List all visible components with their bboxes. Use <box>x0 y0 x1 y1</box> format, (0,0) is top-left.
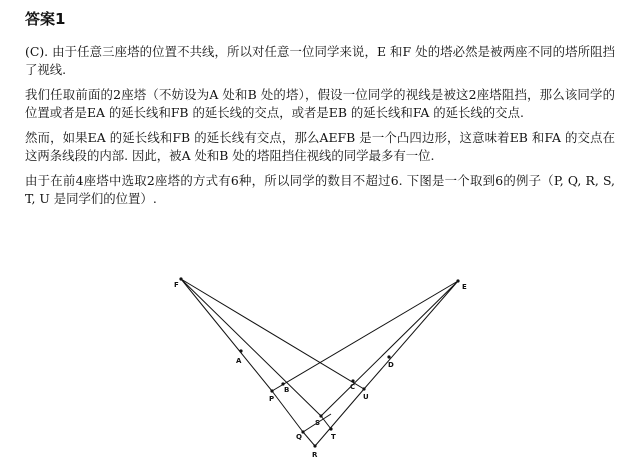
label-T: T <box>331 433 336 441</box>
line-E-U <box>364 281 458 389</box>
line-F-P <box>181 279 272 391</box>
line-P-Q <box>272 391 303 432</box>
answer-heading: 答案1 <box>25 10 66 28</box>
label-A: A <box>236 357 242 365</box>
line-S-T <box>321 416 331 429</box>
point-E <box>456 279 459 282</box>
label-U: U <box>363 393 369 401</box>
paragraph-2: 我们任取前面的2座塔（不妨设为A 处和B 处的塔），假设一位同学的视线是被这2座塔阻挡，那么该同学的位置或者是EA 的延长线和FB 的延长线的交点，或者是EB 的延长线和FA 的延长线的交点. <box>25 87 615 120</box>
paragraph-4: 由于在前4座塔中选取2座塔的方式有6种，所以同学的数目不超过6. 下图是一个取到6的例子（P, Q, R, S, T, U 是同学们的位置）. <box>25 173 615 206</box>
point-A <box>239 349 242 352</box>
point-T <box>329 427 332 430</box>
label-R: R <box>312 451 318 459</box>
paragraph-3: 然而，如果EA 的延长线和FB 的延长线有交点，那么AEFB 是一个凸四边形，这意味着EB 和FA 的交点在这两条线段的内部. 因此，被A 处和B 处的塔阻挡住视线的同学最多有一位. <box>25 130 615 163</box>
point-U <box>362 387 365 390</box>
label-E: E <box>462 283 467 291</box>
line-E-P <box>272 281 458 391</box>
point-labels <box>174 281 467 459</box>
paragraph-1: (C). 由于任意三座塔的位置不共线，所以对任意一位同学来说，E 和F 处的塔必然是被两座不同的塔所阻挡了视线. <box>25 44 615 77</box>
line-Q-R <box>303 432 315 446</box>
label-C: C <box>350 383 356 391</box>
line-F-S <box>181 279 321 416</box>
point-D <box>387 355 390 358</box>
point-P <box>270 389 273 392</box>
label-P: P <box>269 395 275 403</box>
label-S: S <box>315 419 321 427</box>
label-D: D <box>388 361 394 369</box>
line-E-S <box>321 281 458 416</box>
point-F <box>179 277 182 280</box>
point-R <box>313 444 316 447</box>
line-F-U <box>181 279 364 389</box>
point-S <box>319 414 322 417</box>
label-F: F <box>174 281 179 289</box>
label-Q: Q <box>296 433 302 441</box>
label-B: B <box>284 386 290 394</box>
